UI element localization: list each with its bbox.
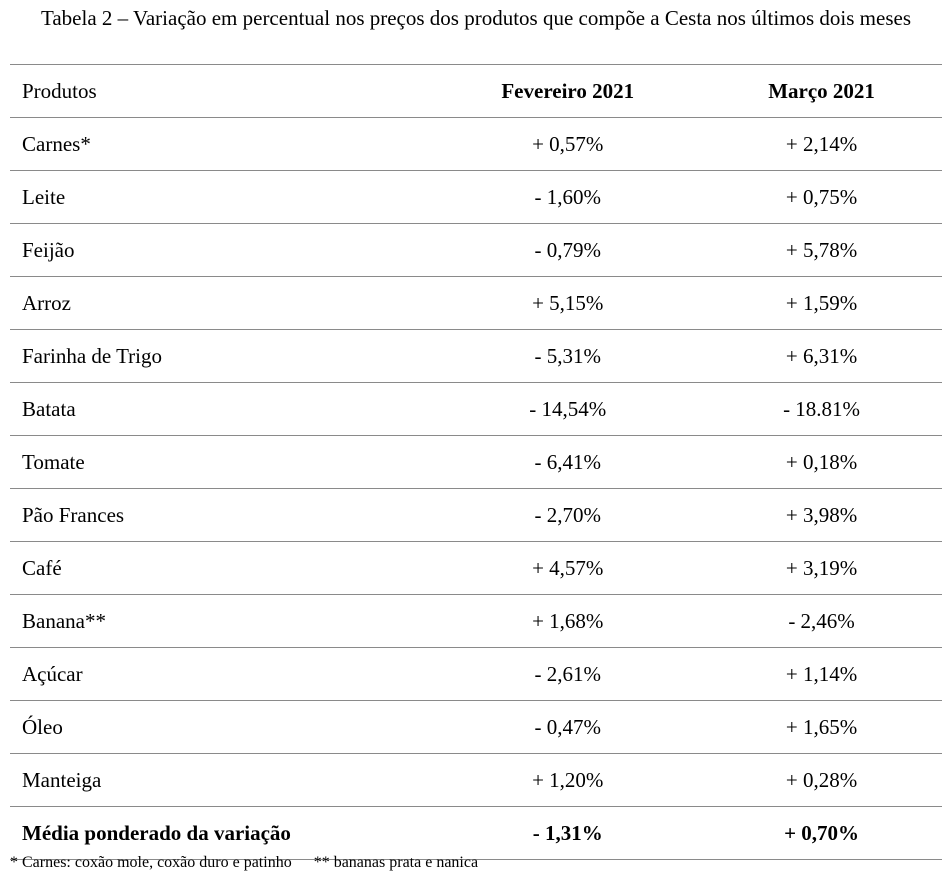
fevereiro-cell: + 1,68%	[434, 595, 701, 648]
average-label: Média ponderado da variação	[10, 807, 434, 860]
table-row	[10, 171, 942, 224]
product-cell: Açúcar	[10, 648, 434, 701]
fevereiro-cell: - 5,31%	[434, 330, 701, 383]
table-row	[10, 118, 942, 171]
fevereiro-cell: + 0,57%	[434, 118, 701, 171]
product-cell: Pão Frances	[10, 489, 434, 542]
table-row	[10, 701, 942, 754]
average-fevereiro: - 1,31%	[434, 807, 701, 860]
marco-cell: + 1,59%	[701, 277, 942, 330]
table-row	[10, 754, 942, 807]
table-row	[10, 542, 942, 595]
average-marco: + 0,70%	[701, 807, 942, 860]
fevereiro-cell: + 4,57%	[434, 542, 701, 595]
table-row	[10, 224, 942, 277]
product-cell: Óleo	[10, 701, 434, 754]
marco-cell: + 0,75%	[701, 171, 942, 224]
fevereiro-cell: - 1,60%	[434, 171, 701, 224]
marco-cell: + 6,31%	[701, 330, 942, 383]
table-row	[10, 383, 942, 436]
fevereiro-cell: - 2,61%	[434, 648, 701, 701]
marco-cell: - 2,46%	[701, 595, 942, 648]
product-cell: Carnes*	[10, 118, 434, 171]
average-row	[10, 807, 942, 860]
fevereiro-cell: - 0,47%	[434, 701, 701, 754]
fevereiro-cell: - 6,41%	[434, 436, 701, 489]
marco-cell: + 1,65%	[701, 701, 942, 754]
product-cell: Tomate	[10, 436, 434, 489]
product-cell: Manteiga	[10, 754, 434, 807]
product-cell: Batata	[10, 383, 434, 436]
fevereiro-cell: - 2,70%	[434, 489, 701, 542]
footnote-bananas: ** bananas prata e nanica	[313, 854, 479, 871]
footnote-carnes: * Carnes: coxão mole, coxão duro e patinho	[10, 854, 292, 871]
table-row	[10, 436, 942, 489]
marco-cell: + 2,14%	[701, 118, 942, 171]
marco-cell: + 5,78%	[701, 224, 942, 277]
table-row	[10, 648, 942, 701]
price-variation-table	[10, 64, 942, 860]
table-row	[10, 489, 942, 542]
marco-cell: + 3,98%	[701, 489, 942, 542]
marco-cell: + 0,18%	[701, 436, 942, 489]
product-cell: Banana**	[10, 595, 434, 648]
product-cell: Farinha de Trigo	[10, 330, 434, 383]
table-header-row	[10, 65, 942, 118]
product-cell: Arroz	[10, 277, 434, 330]
table-row	[10, 277, 942, 330]
marco-cell: + 0,28%	[701, 754, 942, 807]
header-marco: Março 2021	[701, 65, 942, 118]
product-cell: Feijão	[10, 224, 434, 277]
marco-cell: + 3,19%	[701, 542, 942, 595]
header-fevereiro: Fevereiro 2021	[434, 65, 701, 118]
marco-cell: + 1,14%	[701, 648, 942, 701]
marco-cell: - 18.81%	[701, 383, 942, 436]
table-row	[10, 330, 942, 383]
fevereiro-cell: + 5,15%	[434, 277, 701, 330]
header-produtos: Produtos	[10, 65, 434, 118]
product-cell: Leite	[10, 171, 434, 224]
fevereiro-cell: + 1,20%	[434, 754, 701, 807]
table-row	[10, 595, 942, 648]
fevereiro-cell: - 0,79%	[434, 224, 701, 277]
footnotes	[10, 853, 478, 873]
product-cell: Café	[10, 542, 434, 595]
fevereiro-cell: - 14,54%	[434, 383, 701, 436]
table-caption: Tabela 2 – Variação em percentual nos preços dos produtos que compõe a Cesta nos últimos dois meses	[40, 6, 911, 30]
